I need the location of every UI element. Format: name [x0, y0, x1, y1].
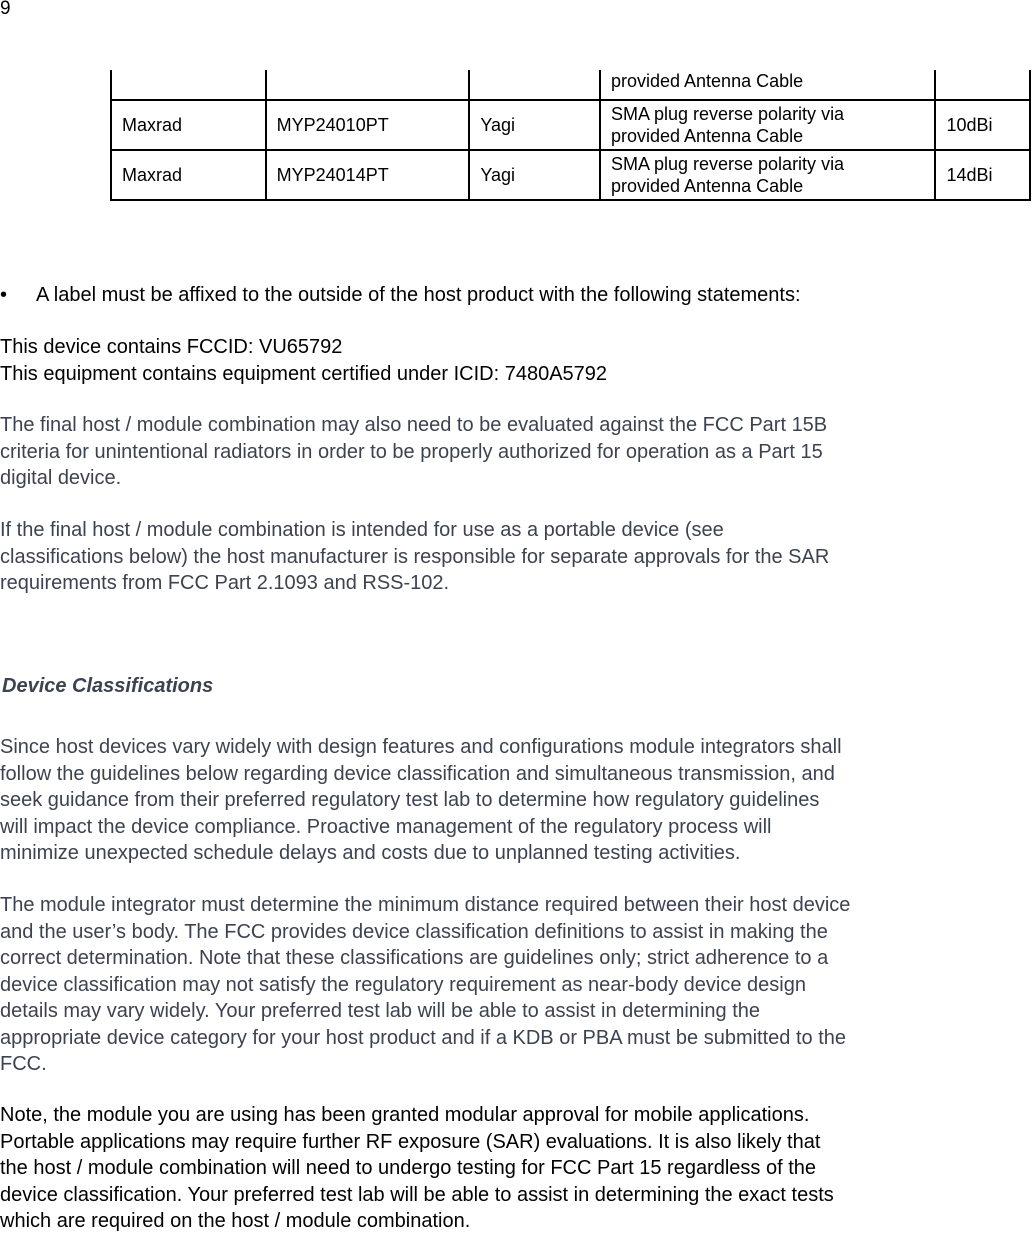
- paragraph-line: which are required on the host / module combination.: [0, 1210, 471, 1232]
- paragraph-line: criteria for unintentional radiators in order to be properly authorized for operation as a Part 15: [0, 440, 823, 463]
- table-cell-manufacturer: Maxrad: [111, 150, 266, 200]
- connector-line: SMA plug reverse polarity via: [610, 154, 845, 174]
- paragraph-line: the host / module combination will need to undergo testing for FCC Part 15 regardless of the: [0, 1157, 817, 1179]
- paragraph-note: [0, 1102, 834, 1235]
- paragraph-line: device classification. Your preferred test lab will be able to assist in determining the exact tests: [0, 1183, 834, 1206]
- paragraph-line: Since host devices vary widely with design features and configurations module integrators shall: [0, 736, 842, 758]
- table-cell-manufacturer: Maxrad: [111, 100, 266, 150]
- paragraph-line: FCC.: [0, 1053, 47, 1075]
- bullet-item: [0, 283, 801, 307]
- table-cell-connector: [600, 150, 936, 200]
- table-cell-gain: 14dBi: [935, 150, 1030, 200]
- paragraph-line: requirements from FCC Part 2.1093 and RSS-102.: [0, 572, 450, 594]
- connector-line: provided Antenna Cable: [610, 176, 804, 196]
- table-row-continuation: [111, 70, 1030, 100]
- paragraph-line: seek guidance from their preferred regulatory test lab to determine how regulatory guidelines: [0, 789, 820, 811]
- paragraph-integrator: [0, 892, 850, 1078]
- paragraph-portable: [0, 517, 829, 597]
- paragraph-line: appropriate device category for your host product and if a KDB or PBA must be submitted to the: [0, 1026, 847, 1049]
- bullet-text: A label must be affixed to the outside of the host product with the following statements:: [36, 284, 801, 306]
- paragraph-line: and the user’s body. The FCC provides device classification definitions to assist in making the: [0, 920, 828, 943]
- table-cell: [111, 70, 266, 100]
- paragraph-since: [0, 734, 842, 867]
- paragraph-line: correct determination. Note that these classifications are guidelines only; strict adherence to a: [0, 947, 829, 969]
- connector-line: SMA plug reverse polarity via: [610, 104, 845, 124]
- table-cell-model: MYP24010PT: [266, 100, 470, 150]
- table-cell-connector: [600, 100, 936, 150]
- paragraph-line: will impact the device compliance. Proactive management of the regulatory process will: [0, 815, 772, 838]
- paragraph-line: Portable applications may require further RF exposure (SAR) evaluations. It is also likely that: [0, 1130, 821, 1153]
- paragraph-line: details may vary widely. Your preferred test lab will be able to assist in determining the: [0, 1000, 761, 1022]
- paragraph-line: Note, the module you are using has been granted modular approval for mobile applications.: [0, 1104, 810, 1126]
- table-cell-model: MYP24014PT: [266, 150, 470, 200]
- page-number: 9: [0, 0, 11, 19]
- paragraph-line: device classification may not satisfy the regulatory requirement as near-body device design: [0, 973, 806, 996]
- paragraph-line: The final host / module combination may also need to be evaluated against the FCC Part 15B: [0, 414, 828, 436]
- table-cell: [469, 70, 600, 100]
- bullet-symbol: •: [0, 284, 8, 306]
- paragraph-line: classifications below) the host manufacturer is responsible for separate approvals for the SAR: [0, 545, 830, 568]
- label-statement: This device contains FCCID: VU65792: [0, 336, 343, 358]
- section-heading: Device Classifications: [2, 675, 214, 697]
- paragraph-line: minimize unexpected schedule delays and costs due to unplanned testing activities.: [0, 842, 741, 864]
- label-statement: This equipment contains equipment certified under ICID: 7480A5792: [0, 362, 608, 385]
- connector-line: provided Antenna Cable: [610, 126, 804, 146]
- table-cell-connector: provided Antenna Cable: [600, 70, 936, 100]
- paragraph-part15b: [0, 412, 827, 492]
- table-cell: [935, 70, 1030, 100]
- table-cell-type: Yagi: [469, 150, 600, 200]
- table-row: [111, 150, 1030, 200]
- antenna-table: [110, 70, 1031, 201]
- table-row: [111, 100, 1030, 150]
- table-cell-gain: 10dBi: [935, 100, 1030, 150]
- table-cell-type: Yagi: [469, 100, 600, 150]
- table-cell: [266, 70, 470, 100]
- paragraph-line: follow the guidelines below regarding device classification and simultaneous transmission, and: [0, 762, 835, 785]
- paragraph-line: The module integrator must determine the minimum distance required between their host device: [0, 894, 851, 916]
- label-statements: [0, 334, 607, 387]
- paragraph-line: If the final host / module combination is intended for use as a portable device (see: [0, 519, 724, 541]
- paragraph-line: digital device.: [0, 467, 122, 489]
